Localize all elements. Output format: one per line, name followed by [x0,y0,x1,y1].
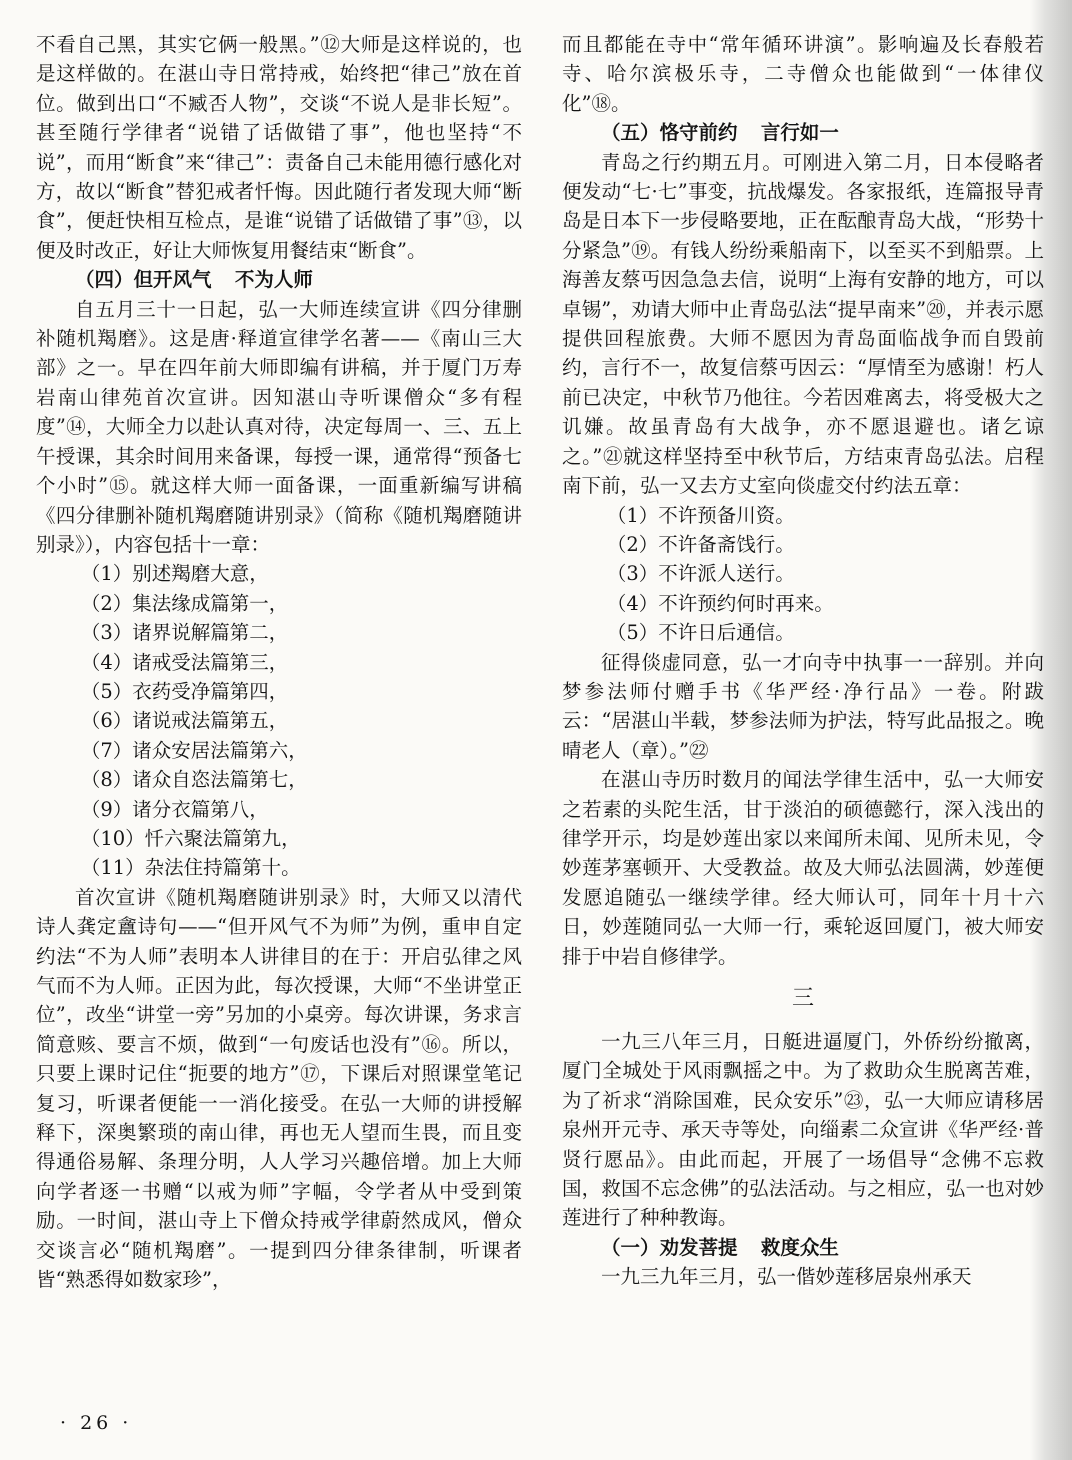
left-column [36,30,522,1294]
paragraph: 而且都能在寺中“常年循环讲演”。影响遍及长春般若寺、哈尔滨极乐寺，二寺僧众也能做到“一体律仪化”⑱。 [562,33,1044,115]
rules-list [562,501,1044,648]
paragraph: 自五月三十一日起，弘一大师连续宣讲《四分律删补随机羯磨》。这是唐·释道宣律学名著——《南山三大部》之一。早在四年前大师即编有讲稿，并于厦门万寿岩南山律苑首次宣讲。因知湛山寺听课僧众“多有程度”⑭，大师全力以赴认真对待，决定每周一、三、五上午授课，其余时间用来备课，每授一课，通常得“预备七个小时”⑮。就这样大师一面备课，一面重新编写讲稿《四分律删补随机羯磨随讲别录》（简称《随机羯磨随讲别录》），内容包括十一章： [36,297,522,556]
section-number: 三 [791,986,814,1011]
section-heading: （四）但开风气 不为人师 [75,268,313,292]
list-item: （6）诸说戒法篇第五， [80,709,289,733]
paragraph: 在湛山寺历时数月的闻法学律生活中，弘一大师安之若素的头陀生活，甘于淡泊的硕德懿行，深入浅出的律学开示，均是妙莲出家以来闻所未闻、见所未见，令妙莲茅塞顿开、大受教益。故及大师弘法圆满，妙莲便发愿追随弘一继续学律。经大师认可，同年十月十六日，妙莲随同弘一大师一行，乘轮返回厦门，被大师安排于中岩自修律学。 [562,768,1044,968]
list-item: （11）杂法住持篇第十。 [80,856,301,880]
list-item: （1）不许预备川资。 [606,503,795,527]
list-item: （5）衣药受净篇第四， [80,679,289,703]
section-heading: （五）恪守前约 言行如一 [601,121,839,145]
section-heading: （一）劝发菩提 救度众生 [601,1235,839,1259]
list-item: （4）不许预约何时再来。 [606,591,834,615]
list-item: （9）诸分衣篇第八， [80,797,269,821]
list-item: （3）不许派人送行。 [606,562,795,586]
paragraph: 一九三八年三月，日艇进逼厦门，外侨纷纷撤离，厦门全城处于风雨飘摇之中。为了救助众生脱离苦难，为了祈求“消除国难，民众安乐”㉓，弘一大师应请移居泉州开元寺、承天寺等处，向缁素二众宣讲《华严经·普贤行愿品》。由此而起，开展了一场倡导“念佛不忘救国，救国不忘念佛”的弘法活动。与之相应，弘一也对妙莲进行了种种教诲。 [562,1030,1044,1230]
list-item: （7）诸众安居法篇第六， [80,738,308,762]
list-item: （5）不许日后通信。 [606,621,795,645]
list-item: （4）诸戒受法篇第三， [80,650,289,674]
paragraph: 征得倓虚同意，弘一才向寺中执事一一辞别。并向梦参法师付赠手书《华严经·净行品》一卷。附跋云：“居湛山半载，梦参法师为护法，特写此品报之。晚晴老人（章）。”㉒ [562,650,1044,762]
page-number: · 26 · [60,1412,133,1434]
list-item: （2）集法缘成篇第一， [80,591,289,615]
paragraph: 一九三九年三月，弘一偕妙莲移居泉州承天 [601,1265,972,1289]
list-item: （1）别述羯磨大意， [80,562,269,586]
paragraph: 不看自己黑，其实它俩一般黑。”⑫大师是这样说的，也是这样做的。在湛山寺日常持戒，始终把“律己”放在首位。做到出口“不臧否人物”，交谈“不说人是非长短”。甚至随行学律者“说错了话做错了事”，他也坚持“不说”，而用“断食”来“律己”：责备自己未能用德行感化对方，故以“断食”替犯戒者忏悔。因此随行者发现大师“断食”，便赶快相互检点，是谁“说错了话做错了事”⑬，以便及时改正，好让大师恢复用餐结束“断食”。 [36,33,522,262]
list-item: （2）不许备斋饯行。 [606,532,795,556]
list-item: （10）忏六聚法篇第九， [80,826,301,850]
list-item: （8）诸众自恣法篇第七， [80,768,308,792]
list-item: （3）诸界说解篇第二， [80,621,289,645]
paragraph: 首次宣讲《随机羯磨随讲别录》时，大师又以清代诗人龚定盦诗句——“但开风气不为师”为例，重申自定约法“不为人师”表明本人讲律目的在于：开启弘律之风气而不为人师。正因为此，每次授课，大师“不坐讲堂正位”，改坐“讲堂一旁”另加的小桌旁。每次讲课，务求言简意赅、要言不烦，做到“一句废话也没有”⑯。所以，只要上课时记住“扼要的地方”⑰，下课后对照课堂笔记复习，听课者便能一一消化接受。在弘一大师的讲授解释下，深奥繁琐的南山律，再也无人望而生畏，而且变得通俗易解、条理分明，人人学习兴趣倍增。加上大师向学者逐一书赠“以戒为师”字幅，令学者从中受到策励。一时间，湛山寺上下僧众持戒学律蔚然成风，僧众交谈言必“随机羯磨”。一提到四分律条律制，听课者皆“熟悉得如数家珍”， [36,885,522,1292]
chapter-list [36,559,522,882]
paragraph: 青岛之行约期五月。可刚进入第二月，日本侵略者便发动“七·七”事变，抗战爆发。各家报纸，连篇报导青岛是日本下一步侵略要地，正在酝酿青岛大战，“形势十分紧急”⑲。有钱人纷纷乘船南下，以至买不到船票。上海善友蔡丏因急急去信，说明“上海有安静的地方，可以卓锡”，劝请大师中止青岛弘法“提早南来”⑳，并表示愿提供回程旅费。大师不愿因为青岛面临战争而自毁前约，言行不一，故复信蔡丏因云：“厚情至为感谢！朽人前已决定，中秋节乃他往。今若因难离去，将受极大之讥嫌。故虽青岛有大战争，亦不愿退避也。诸乞谅之。”㉑就这样坚持至中秋节后，方结束青岛弘法。启程南下前，弘一又去方丈室向倓虚交付约法五章： [562,150,1044,498]
right-column [562,30,1044,1292]
